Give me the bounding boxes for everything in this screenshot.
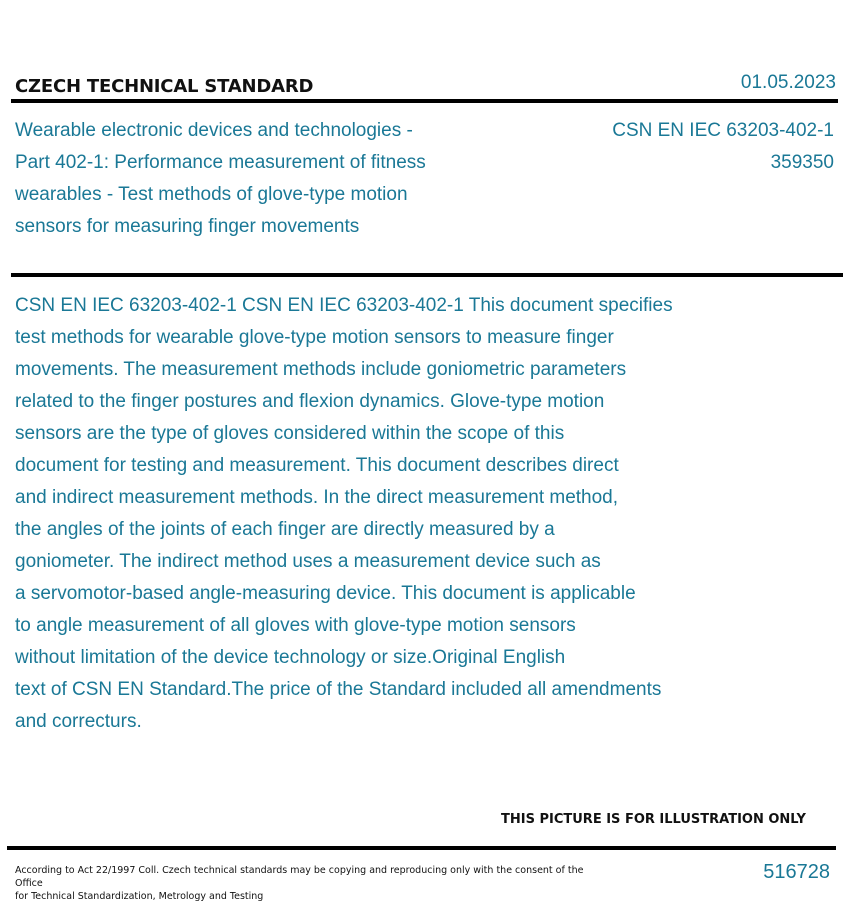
description-line: the angles of the joints of each finger are directly measured by a xyxy=(15,519,555,540)
illustration-note: THIS PICTURE IS FOR ILLUSTRATION ONLY xyxy=(501,812,806,827)
standard-title-line: sensors for measuring finger movements xyxy=(15,216,360,237)
standard-title-line: Wearable electronic devices and technologies - xyxy=(15,120,413,141)
standard-number: 359350 xyxy=(770,152,834,173)
standard-title xyxy=(15,115,495,243)
legal-notice-line: According to Act 22/1997 Coll. Czech technical standards may be copying and reproducing only with the consent of the Office xyxy=(15,865,584,889)
standard-code: CSN EN IEC 63203-402-1 xyxy=(612,120,834,141)
standard-identifiers xyxy=(612,115,834,179)
description-line: without limitation of the device technology or size.Original English xyxy=(15,647,566,668)
description-line: and indirect measurement methods. In the direct measurement method, xyxy=(15,487,619,508)
publication-date: 01.05.2023 xyxy=(740,72,836,93)
description-line: text of CSN EN Standard.The price of the Standard included all amendments xyxy=(15,679,662,700)
legal-notice-line: for Technical Standardization, Metrology and Testing xyxy=(15,891,264,902)
title-divider xyxy=(11,273,843,277)
footer-divider xyxy=(7,846,836,850)
standard-description xyxy=(15,290,805,738)
description-line: sensors are the type of gloves considered within the scope of this xyxy=(15,423,565,444)
description-line: document for testing and measurement. This document describes direct xyxy=(15,455,619,476)
standard-title-line: Part 402-1: Performance measurement of fitness xyxy=(15,152,426,173)
document-id: 516728 xyxy=(763,861,830,883)
document-header-title: CZECH TECHNICAL STANDARD xyxy=(15,76,314,97)
standard-title-line: wearables - Test methods of glove-type motion xyxy=(15,184,408,205)
description-line: related to the finger postures and flexion dynamics. Glove-type motion xyxy=(15,391,605,412)
legal-notice xyxy=(15,864,595,903)
description-line: and correcturs. xyxy=(15,711,142,732)
header-divider xyxy=(11,99,838,103)
description-line: to angle measurement of all gloves with glove-type motion sensors xyxy=(15,615,576,636)
description-line: goniometer. The indirect method uses a measurement device such as xyxy=(15,551,601,572)
description-line: movements. The measurement methods include goniometric parameters xyxy=(15,359,627,380)
description-line: CSN EN IEC 63203-402-1 CSN EN IEC 63203-402-1 This document specifies xyxy=(15,295,673,316)
description-line: test methods for wearable glove-type motion sensors to measure finger xyxy=(15,327,614,348)
description-line: a servomotor-based angle-measuring device. This document is applicable xyxy=(15,583,636,604)
